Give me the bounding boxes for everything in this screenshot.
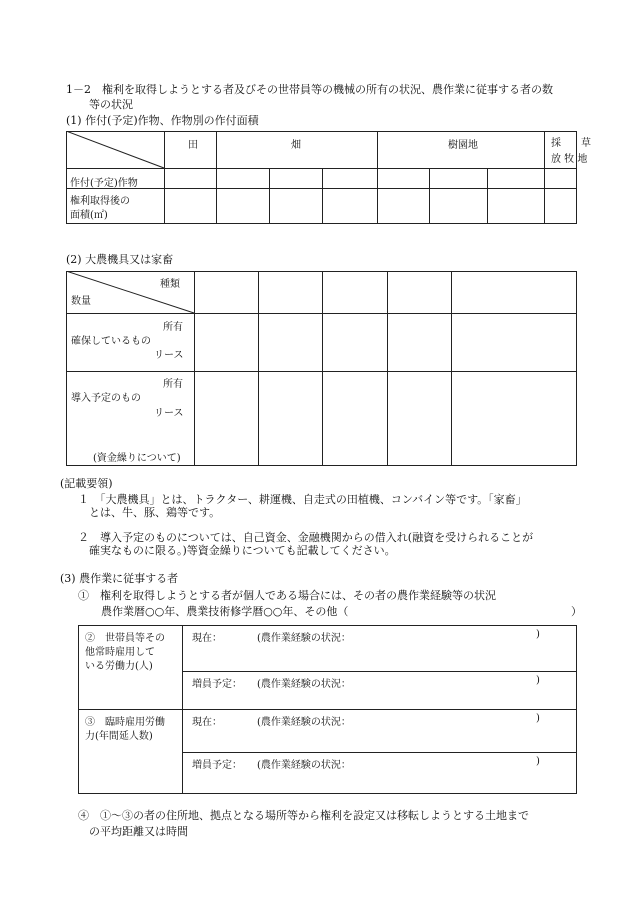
current-label-1: 現在： [192,633,222,644]
notes-title: (記載要領) [60,477,113,490]
corner-kind: 種類 [160,279,180,290]
row-area-2: 面積(㎡) [70,210,108,221]
section-heading-cont: 等の状況 [89,98,133,111]
col-field: 畑 [291,140,301,151]
secured-label: 確保しているもの [71,336,151,347]
item4-line1: ④ ①～③の者の住所地、拠点となる場所等から権利を設定又は移転しようとする土地まで [78,809,529,822]
section2-title: (2) 大農機具又は家畜 [66,253,174,266]
section3-title: (3) 農作業に従事する者 [60,572,179,585]
experience-label-1: (農作業経験の状況： [257,633,351,644]
owned-label-2: 所有 [163,379,183,390]
row2-label-2: 他常時雇用して [85,647,155,658]
close-paren-4: ) [536,756,540,767]
corner-quantity: 数量 [71,296,91,307]
close-paren-1: ) [536,629,540,640]
col-orchard: 樹園地 [448,140,478,151]
note1-line2: とは、牛、豚、鶏等です。 [89,506,221,519]
lease-label: リース [154,350,184,361]
current-label-2: 現在： [192,717,222,728]
owned-label: 所有 [163,322,183,333]
row-area-1: 権利取得後の [70,196,130,207]
note2-line1: ２ 導入予定のものについては、自己資金、金融機関からの借入れ(融資を受けられることが [78,531,534,544]
experience-label-3: (農作業経験の状況： [257,717,351,728]
increase-label-2: 増員予定： [192,760,242,771]
section1-title: (1) 作付(予定)作物、作物別の作付面積 [66,114,259,127]
experience-label-2: (農作業経験の状況： [257,679,351,690]
row2-label-3: いる労働力(人) [85,661,153,672]
funding-label: (資金繰りについて) [93,453,181,464]
increase-label-1: 増員予定： [192,679,242,690]
experience-label-4: (農作業経験の状況： [257,760,351,771]
item1-line2: 農作業暦○○年、農業技術修学暦○○年、その他（ [101,605,349,618]
close-paren-3: ) [536,713,540,724]
lease-label-2: リース [154,408,184,419]
item1-line1: ① 権利を取得しようとする者が個人である場合には、その者の農作業経験等の状況 [78,589,496,602]
col-paddy: 田 [188,140,198,151]
item1-close: ） [571,605,582,618]
col-grassland-2: 放 牧 地 [551,154,588,165]
row2-label-1: ② 世帯員等その [85,633,165,644]
note2-line2: 確実なものに限る。)等資金繰りについても記載してください。 [89,544,396,557]
col-grassland-1: 採 草 [551,138,591,149]
note1-line1: １ 「大農機具」とは、トラクター、耕運機、自走式の田植機、コンバイン等です。「家畜」 [78,493,527,506]
row3-label-1: ③ 臨時雇用労働 [85,717,165,728]
section-heading: 1－2 権利を取得しようとする者及びその世帯員等の機械の所有の状況、農作業に従事する者の数 [66,83,553,96]
close-paren-2: ) [536,675,540,686]
item4-line2: の平均距離又は時間 [89,825,188,838]
diagonal-line [66,131,165,169]
row-crop: 作付(予定)作物 [70,178,138,189]
planned-label: 導入予定のもの [71,393,141,404]
row3-label-2: 力(年間延人数) [85,731,153,742]
